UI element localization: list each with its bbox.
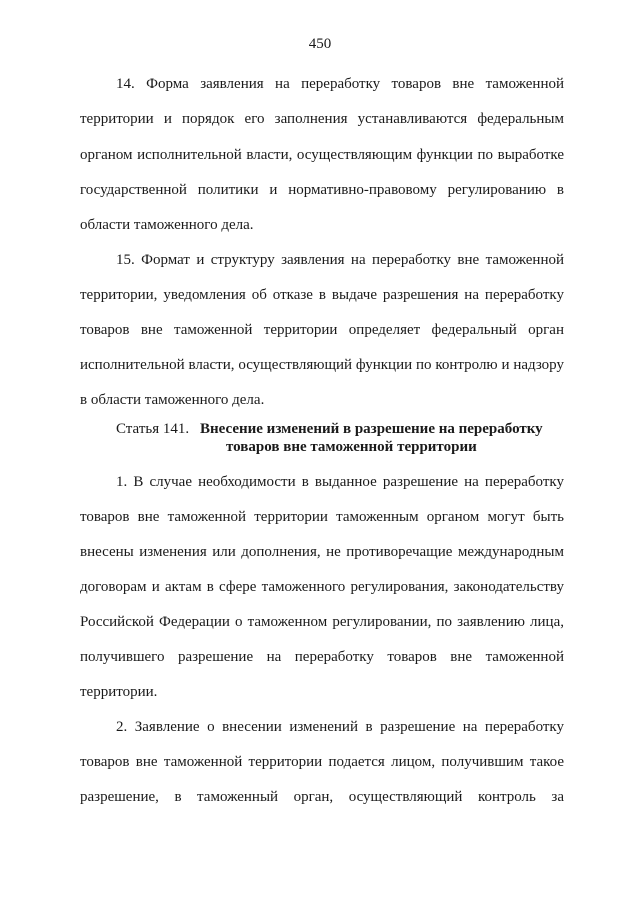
article-heading	[116, 420, 543, 456]
text-line: товаров вне таможенной территории таможенным органом могут быть	[80, 509, 564, 525]
text-line: территории и порядок его заполнения устанавливаются федеральным	[80, 111, 564, 127]
text-line: исполнительной власти, осуществляющий функции по контролю и надзору	[80, 357, 564, 373]
text-line: 1. В случае необходимости в выданное разрешение на переработку	[116, 474, 564, 490]
text-line: 14. Форма заявления на переработку товаров вне таможенной	[116, 76, 564, 92]
text-line: в области таможенного дела.	[80, 392, 265, 408]
text-line: Российской Федерации о таможенном регулировании, по заявлению лица,	[80, 614, 564, 630]
text-line: территории.	[80, 684, 158, 700]
text-line: получившего разрешение на переработку товаров вне таможенной	[80, 649, 564, 665]
article-title-line-1: Внесение изменений в разрешение на переработку	[200, 421, 543, 437]
text-line: области таможенного дела.	[80, 217, 254, 233]
page-number: 450	[308, 36, 332, 52]
text-line: товаров вне таможенной территории определяет федеральный орган	[80, 322, 564, 338]
article-label: Статья 141.	[116, 421, 190, 437]
article-title-line-2: товаров вне таможенной территории	[226, 439, 477, 455]
text-line: договорам и актам в сфере таможенного регулирования, законодательству	[80, 579, 564, 595]
article-title	[200, 420, 543, 456]
text-line: 2. Заявление о внесении изменений в разрешение на переработку	[116, 719, 564, 735]
text-line: 15. Формат и структуру заявления на переработку вне таможенной	[116, 252, 564, 268]
text-line: внесены изменения или дополнения, не противоречащие международным	[80, 544, 564, 560]
text-line: государственной политики и нормативно-правовому регулированию в	[80, 182, 564, 198]
text-line: товаров вне таможенной территории подается лицом, получившим такое	[80, 754, 564, 770]
text-line: разрешение, в таможенный орган, осуществляющий контроль за	[80, 789, 564, 805]
text-line: территории, уведомления об отказе в выдаче разрешения на переработку	[80, 287, 564, 303]
text-line: органом исполнительной власти, осуществляющим функции по выработке	[80, 147, 564, 163]
